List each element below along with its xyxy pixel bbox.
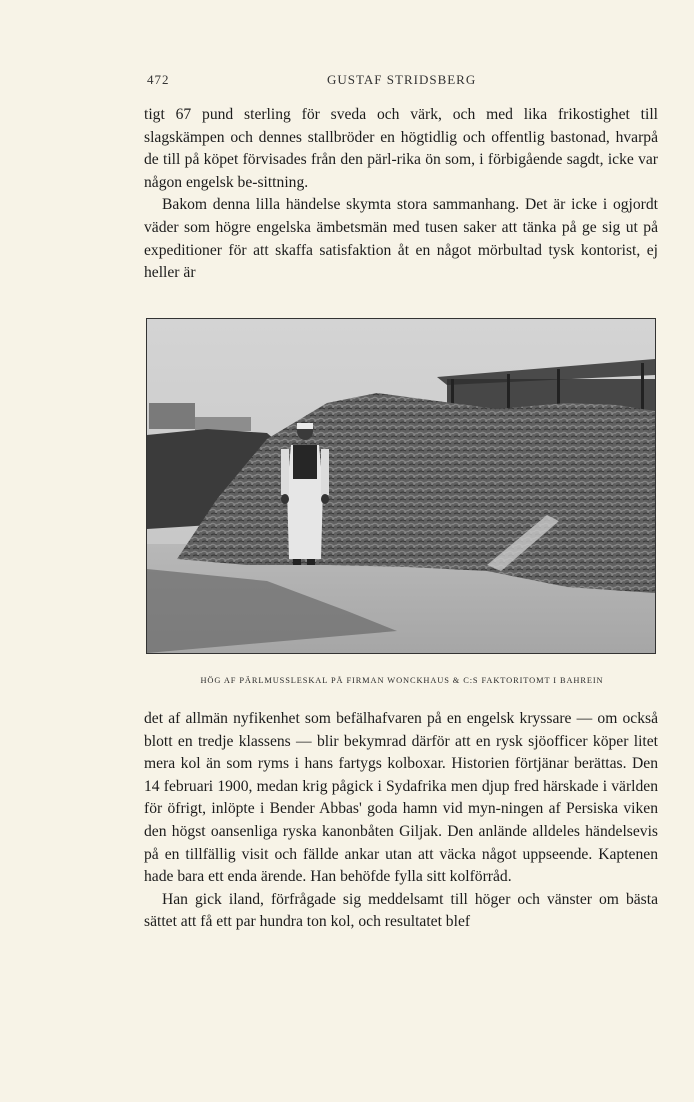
text-block-bottom <box>144 708 658 934</box>
paragraph: Bakom denna lilla händelse skymta stora sammanhang. Det är icke i ogjordt väder som högre engelska ämbetsmän med tusen saker att tänka på ge sig ut på expeditioner för att skaffa satisfaktion åt en något mörbultad tysk kontorist, ej heller är <box>144 196 658 282</box>
paragraph: det af allmän nyfikenhet som befälhafvaren på en engelsk kryssare — om också blott en tredje klassens — blir bekymrad därför att en rysk sjöofficer köper litet mera kol än som ryms i hans fartygs kolboxar. Historien förtjänar berättas. Den 14 februari 1900, medan krig pågick i Sydafrika men djup fred härskade i världen för öfrigt, inlöpte i Bender Abbas' goda hamn vid myn-ningen af Persiska viken den högst oansenliga ryska kanonbåten Giljak. Den anlände alldeles händelsevis på en tillfällig visit och fällde ankar utan att väcka något uppseende. Kaptenen hade bara ett enda ärende. Han behöfde fylla sitt kolförråd. <box>144 710 658 886</box>
paragraph: tigt 67 pund sterling för sveda och värk, och med lika frikostighet till slagskämpen och dennes stallbröder en högtidlig och offentlig bastonad, hvarpå de till på köpet förvisades från den pärl-rika ön som, i förbigående sagdt, icke var någon engelsk be-sittning. <box>144 106 658 191</box>
running-title: GUSTAF STRIDSBERG <box>327 72 477 87</box>
running-header <box>147 72 657 92</box>
text-block-top <box>144 104 658 285</box>
photograph-image <box>147 319 655 653</box>
paragraph: Han gick iland, förfrågade sig meddelsamt till höger och vänster om bästa sättet att få ett par hundra ton kol, och resultatet blef <box>144 890 658 931</box>
photograph-pearl-shell-heap <box>146 318 656 654</box>
figure-caption: HÖG AF PÄRLMUSSLESKAL PÅ FIRMAN WONCKHAUS & C:S FAKTORITOMT I BAHREIN <box>200 676 604 685</box>
page-number: 472 <box>147 72 170 87</box>
